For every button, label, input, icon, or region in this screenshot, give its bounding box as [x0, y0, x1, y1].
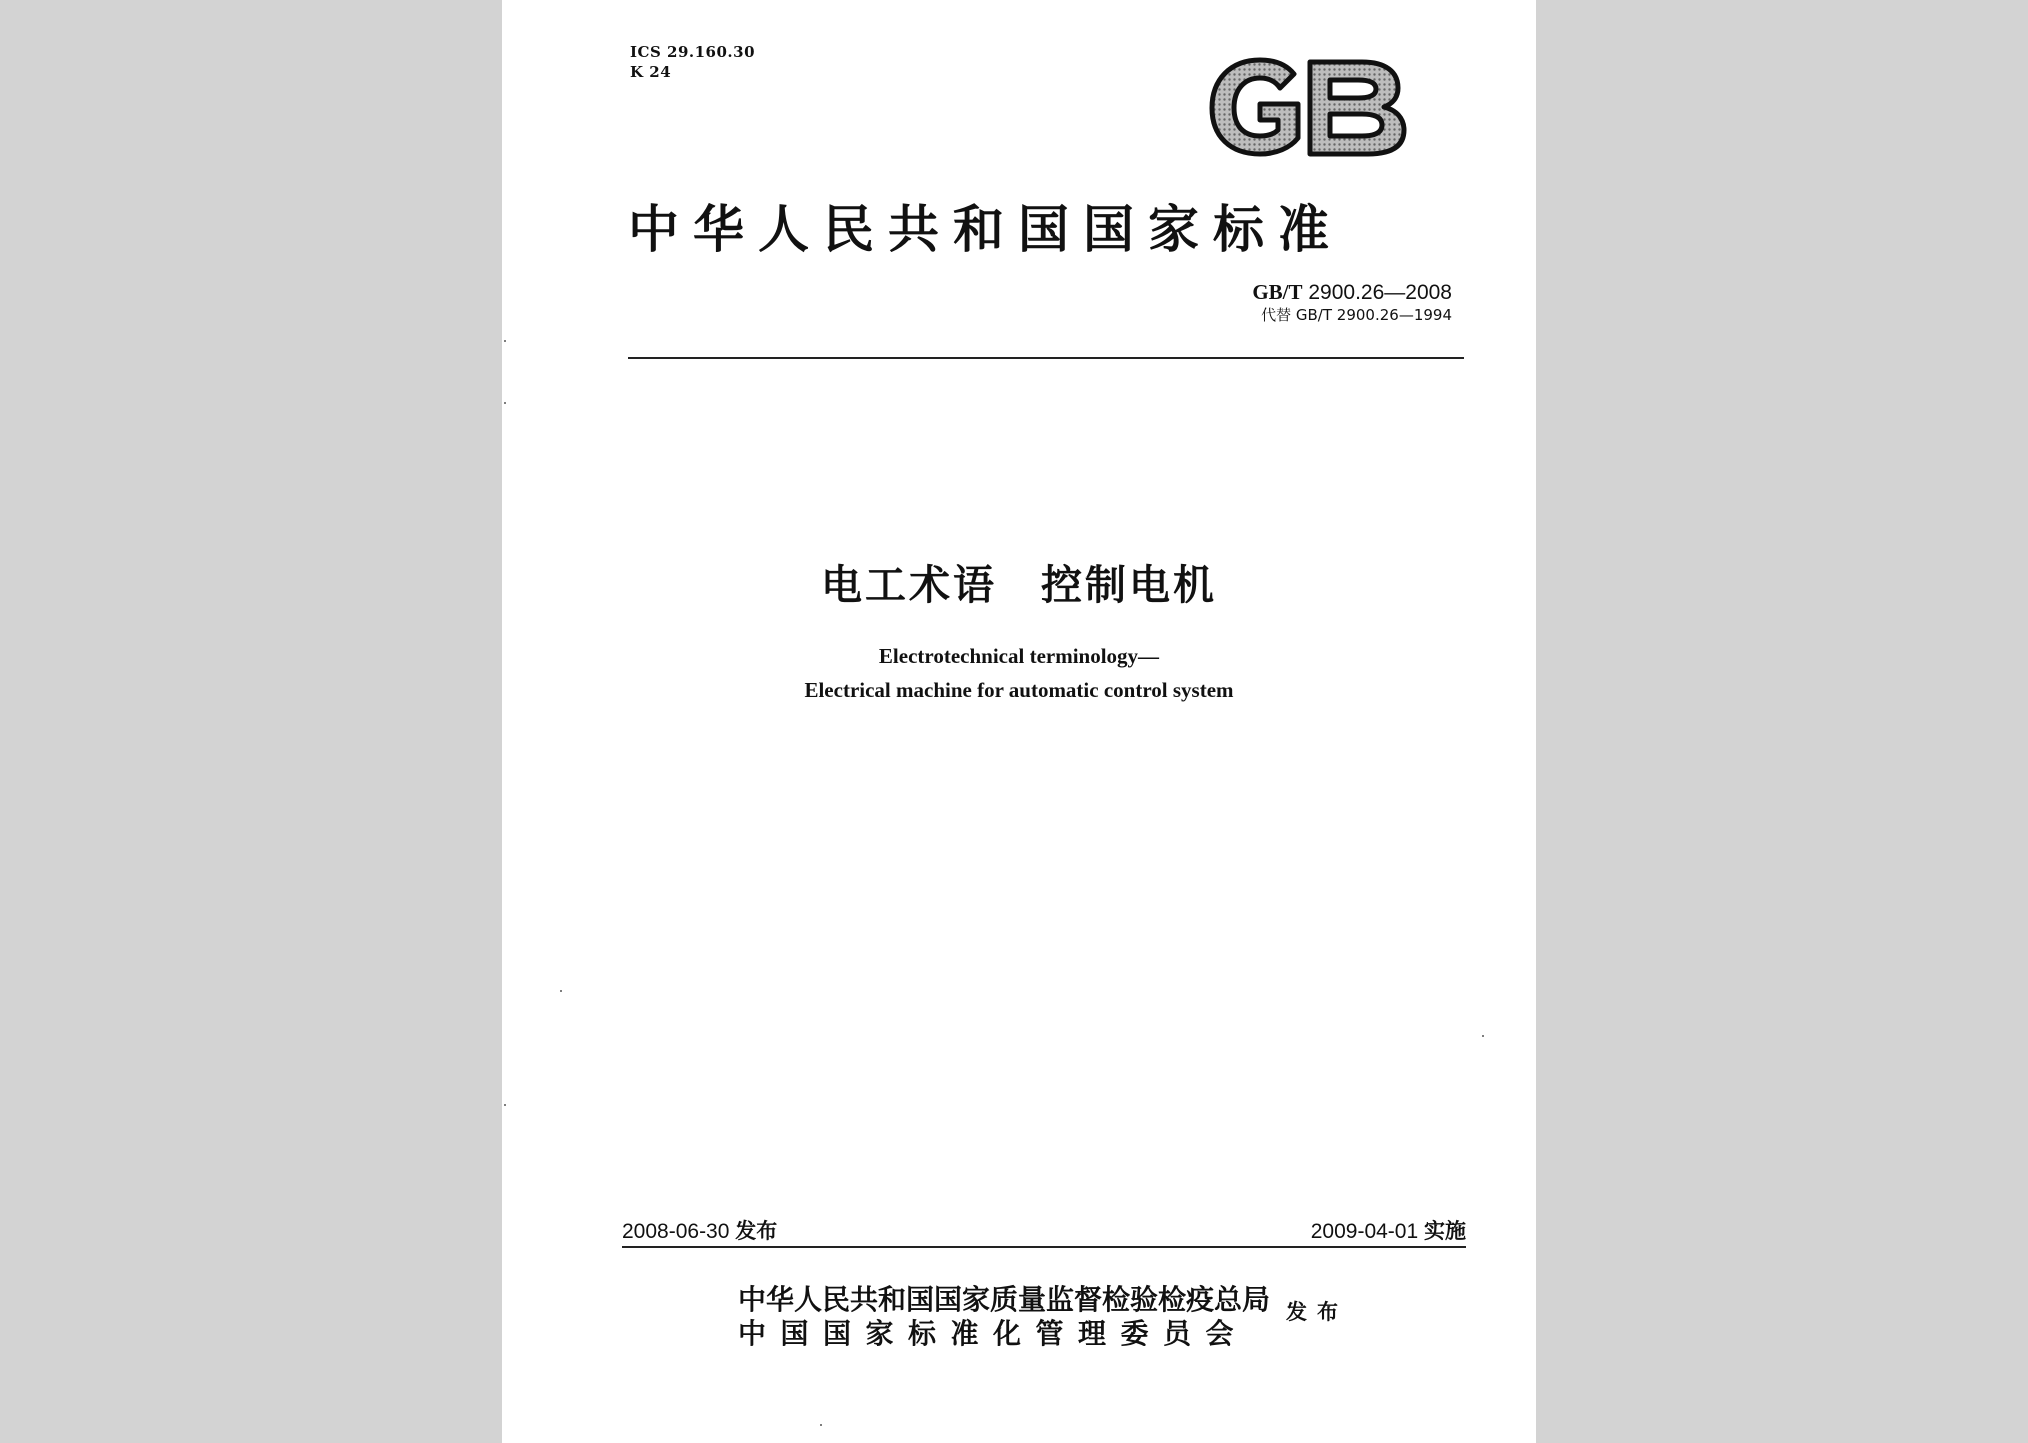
footer-divider	[622, 1246, 1466, 1248]
standard-number	[1252, 280, 1452, 305]
scan-speck	[560, 990, 562, 992]
publish-label: 发布	[1286, 1300, 1348, 1324]
issue-date-label: 发布	[735, 1219, 778, 1243]
ics-classification	[630, 42, 755, 82]
document-page	[502, 0, 1536, 1443]
document-title-zh: 电工术语 控制电机	[821, 561, 1217, 609]
gb-standard-logo	[1202, 52, 1412, 162]
scan-speck	[504, 402, 506, 404]
issuer-sac: 中国国家标准化管理委员会	[738, 1317, 1249, 1350]
replaces-standard: 代替 GB/T 2900.26—1994	[1261, 306, 1452, 324]
document-title-en-line1: Electrotechnical terminology—	[878, 644, 1160, 668]
issuer-aqsiq: 中华人民共和国国家质量监督检验检疫总局	[738, 1283, 1271, 1316]
scan-speck	[820, 1424, 822, 1426]
header-divider	[628, 357, 1464, 359]
scan-speck	[504, 340, 506, 342]
effective-date-label: 实施	[1424, 1219, 1466, 1243]
scan-speck	[1482, 1035, 1484, 1037]
standard-code: 2900.26—2008	[1308, 281, 1452, 304]
gb-logo-icon	[1202, 52, 1412, 162]
issue-date-value: 2008-06-30	[622, 1220, 730, 1243]
effective-date	[1311, 1215, 1466, 1245]
effective-date-value: 2009-04-01	[1310, 1220, 1419, 1243]
issue-date	[622, 1215, 777, 1245]
document-title-en-line2: Electrical machine for automatic control system	[804, 678, 1234, 702]
ics-code: ICS 29.160.30	[630, 43, 756, 61]
standard-prefix: GB/T	[1252, 280, 1303, 304]
scan-speck	[504, 1104, 506, 1106]
national-standard-heading: 中华人民共和国国家标准	[628, 200, 1344, 260]
ccs-code: K 24	[630, 63, 672, 81]
